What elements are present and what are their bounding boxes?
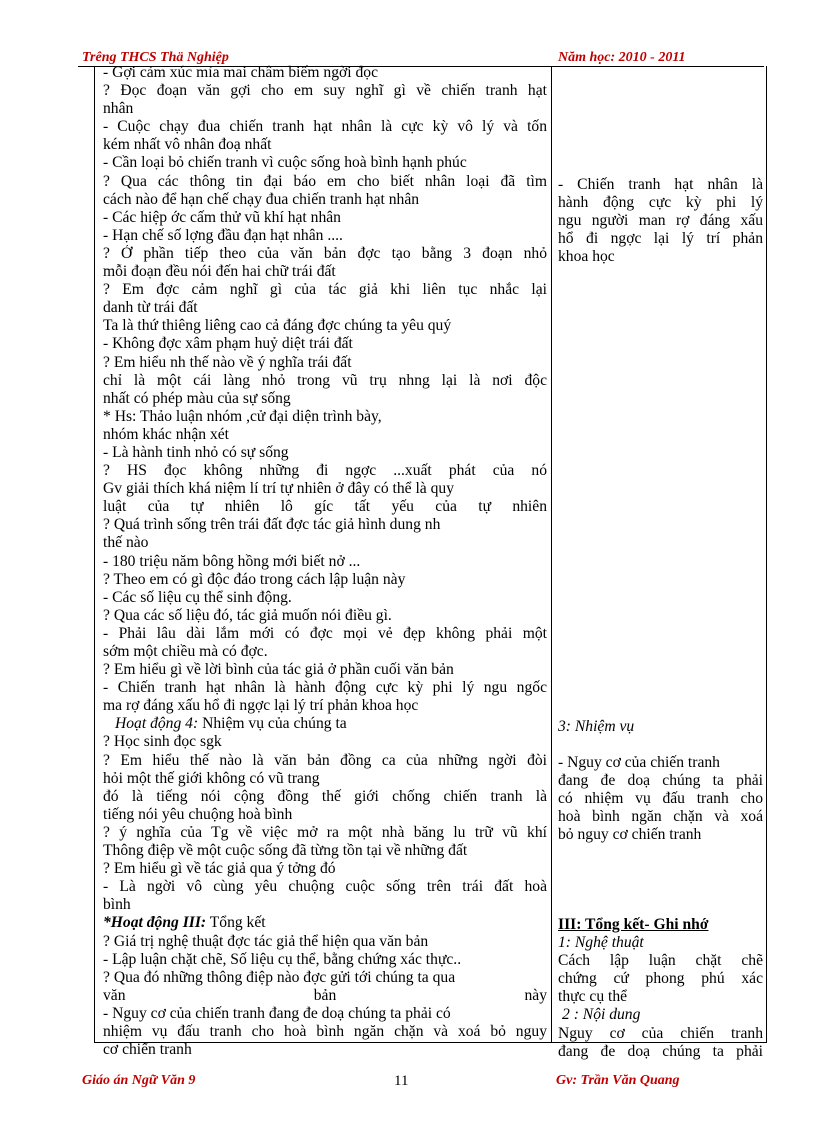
right-line: hành động cực kỳ phi lý — [558, 194, 763, 212]
left-line: ? Em đợc cảm nghĩ gì của tác giả khi liên tục nhắc lại — [103, 281, 547, 299]
left-line: ? Em hiểu thế nào là văn bản đồng ca của những ngời đòi — [103, 751, 547, 769]
left-line: - Cần loại bỏ chiến tranh vì cuộc sống hoà bình hạnh phúc — [103, 154, 467, 172]
left-line: chỉ là một cái làng nhỏ trong vũ trụ nhng lại là nơi độc — [103, 371, 547, 389]
content-block-2 — [558, 718, 763, 845]
column-divider — [551, 66, 552, 1042]
left-line: ? Quá trình sống trên trái đất đợc tác giả hình dung nh — [103, 516, 441, 534]
left-line: - Hạn chế số lợng đầu đạn hạt nhân .... — [103, 226, 343, 244]
left-line: * Hs: Thảo luận nhóm ,cử đại diện trình bày, — [103, 407, 382, 425]
right-line: ngu người man rợ đáng xấu — [558, 212, 763, 230]
left-line: - Nguy cơ của chiến tranh đang đe doạ chúng ta phải có — [103, 1004, 451, 1022]
teacher-student-activities-column — [103, 64, 547, 1059]
content-block-1 — [558, 176, 763, 266]
right-line: hoà bình ngăn chặn và xoá — [558, 808, 763, 826]
left-line: đó là tiếng nói cộng đồng thế giới chống chiến tranh là — [103, 787, 547, 805]
left-line: hỏi một thế giới không có vũ trang — [103, 769, 320, 787]
left-line: danh từ trái đất — [103, 299, 198, 317]
left-line: nhóm khác nhận xét — [103, 425, 230, 443]
sub-heading-noi-dung: 2 : Nội dung — [562, 1006, 641, 1024]
left-line: Gv giải thích khá niệm lí trí tự nhiên ở đây có thể là quy — [103, 480, 455, 498]
left-line: cách nào để hạn chế chạy đua chiến tranh hạt nhân — [103, 190, 420, 208]
footer-teacher: Gv: Trần Văn Quang — [556, 1073, 680, 1088]
left-line: ? Qua các thông tin đại báo em cho biết nhân loại đã tìm — [103, 172, 547, 190]
left-line: ? HS đọc không những đi ngợc ...xuất phát của nó — [103, 462, 547, 480]
left-line: mỗi đoạn đều nói đến hai chữ trái đất — [103, 263, 336, 281]
section-heading-nhiem-vu: 3: Nhiệm vụ — [558, 718, 635, 735]
left-line: ? Em hiểu gì về lời bình của tác giả ở phần cuối văn bản — [103, 661, 454, 679]
left-line: nhất có phép màu của sự sống — [103, 389, 291, 407]
left-line: ? Em hiểu gì về tác giả qua ý tởng đó — [103, 860, 336, 878]
right-line: Cách lập luận chặt chẽ — [558, 952, 763, 970]
left-line: Thông điệp về một cuộc sống đã từng tồn tại về những đất — [103, 842, 468, 860]
left-line: - Gợi cảm xúc mỉa mai châm biếm ngời đọc — [103, 64, 379, 81]
left-line: ? Qua đó những thông điệp nào đợc gửi tới chúng ta qua — [103, 968, 456, 986]
left-line: - Phải lâu dài lắm mới có đợc mọi vẻ đẹp không phải một — [103, 624, 547, 642]
sub-heading-nghe-thuat: 1: Nghệ thuật — [558, 934, 644, 952]
left-line: - 180 triệu năm bông hồng mới biết nở ... — [103, 552, 361, 570]
left-line: - Chiến tranh hạt nhân là hành động cực kỳ phi lý ngu ngốc — [103, 679, 547, 697]
left-line: nhân — [103, 100, 134, 118]
left-line: cơ chiến tranh — [103, 1041, 192, 1059]
left-line: - Lập luận chặt chẽ, Số liệu cụ thể, bằng chứng xác thực.. — [103, 950, 462, 968]
left-line: ? Em hiểu nh thế nào về ý nghĩa trái đất — [103, 353, 352, 371]
left-line: kém nhất vô nhân đoạ nhất — [103, 136, 272, 154]
left-line: ? Qua các số liệu đó, tác giả muốn nói điều gì. — [103, 606, 392, 624]
left-line: thế nào — [103, 534, 149, 552]
page-number: 11 — [394, 1073, 409, 1089]
left-line: ? ý nghĩa của Tg về việc mở ra một nhà băng lu trữ vũ khí — [103, 823, 547, 841]
left-line: - Là ngời vô cùng yêu chuộng cuộc sống trên trái đất hoà — [103, 878, 547, 896]
left-line: ? Theo em có gì độc đáo trong cách lập luận này — [103, 570, 406, 588]
activity-heading: Hoạt động 4: Nhiệm vụ của chúng ta — [115, 715, 347, 733]
left-line: bình — [103, 896, 131, 914]
left-line: ? Đọc đoạn văn gợi cho em suy nghĩ gì về chiến tranh hạt — [103, 82, 547, 100]
left-line: luật của tự nhiên lô gíc tất yếu của tự nhiên — [103, 498, 547, 516]
right-line: khoa học — [558, 248, 615, 266]
left-line: sớm một chiều mà có đợc. — [103, 643, 268, 660]
left-line: ma rợ đáng xấu hổ đi ngợc lại lý trí phản khoa học — [103, 697, 419, 715]
right-line: có nhiệm vụ đấu tranh cho — [558, 790, 763, 808]
right-line: đang đe doạ chúng ta phải — [558, 772, 763, 790]
left-line: tiếng nói yêu chuộng hoà bình — [103, 805, 293, 823]
right-line: chứng cứ phong phú xác — [558, 970, 763, 988]
lesson-table — [94, 64, 767, 1060]
left-line: ? Học sinh đọc sgk — [103, 733, 222, 751]
left-line: - Các hiệp ớc cấm thử vũ khí hạt nhân — [103, 208, 341, 226]
header-year: Năm học: 2010 - 2011 — [558, 50, 686, 65]
left-line: ? Ở phần tiếp theo của văn bản đợc tạo bằng 3 đoạn nhỏ — [103, 244, 547, 262]
right-line: đang đe doạ chúng ta phải — [558, 1042, 763, 1060]
left-line: nhiệm vụ đấu tranh cho hoà bình ngăn chặn và xoá bỏ nguy — [103, 1022, 547, 1040]
left-line: ? Giá trị nghệ thuật đợc tác giả thể hiện qua văn bản — [103, 932, 429, 950]
right-line: - Nguy cơ của chiến tranh — [558, 754, 720, 772]
right-line: thực cụ thể — [558, 988, 628, 1006]
right-line: bỏ nguy cơ chiến tranh — [558, 826, 702, 844]
left-line: - Không đợc xâm phạm huỷ diệt trái đất — [103, 335, 353, 353]
section-heading-tong-ket: III: Tổng kết- Ghi nhớ — [558, 916, 709, 933]
left-line: - Là hành tinh nhỏ có sự sống — [103, 443, 289, 461]
activity-heading: *Hoạt động III: Tổng kết — [103, 914, 266, 932]
right-line: - Chiến tranh hạt nhân là — [558, 176, 763, 193]
right-line: Nguy cơ của chiến tranh — [558, 1024, 763, 1042]
right-line: hổ đi ngợc lại lý trí phản — [558, 230, 763, 248]
header-school: Trêng THCS Thä Nghiệp — [82, 50, 229, 65]
footer-subject: Giáo án Ngữ Văn 9 — [82, 1073, 196, 1088]
left-line: Ta là thứ thiêng liêng cao cả đáng đợc chúng ta yêu quý — [103, 317, 452, 335]
left-line: văn bản này — [103, 986, 547, 1004]
content-block-3 — [558, 916, 763, 1061]
left-line: - Các số liệu cụ thể sinh động. — [103, 588, 292, 606]
left-line: - Cuộc chạy đua chiến tranh hạt nhân là cực kỳ vô lý và tốn — [103, 118, 547, 136]
